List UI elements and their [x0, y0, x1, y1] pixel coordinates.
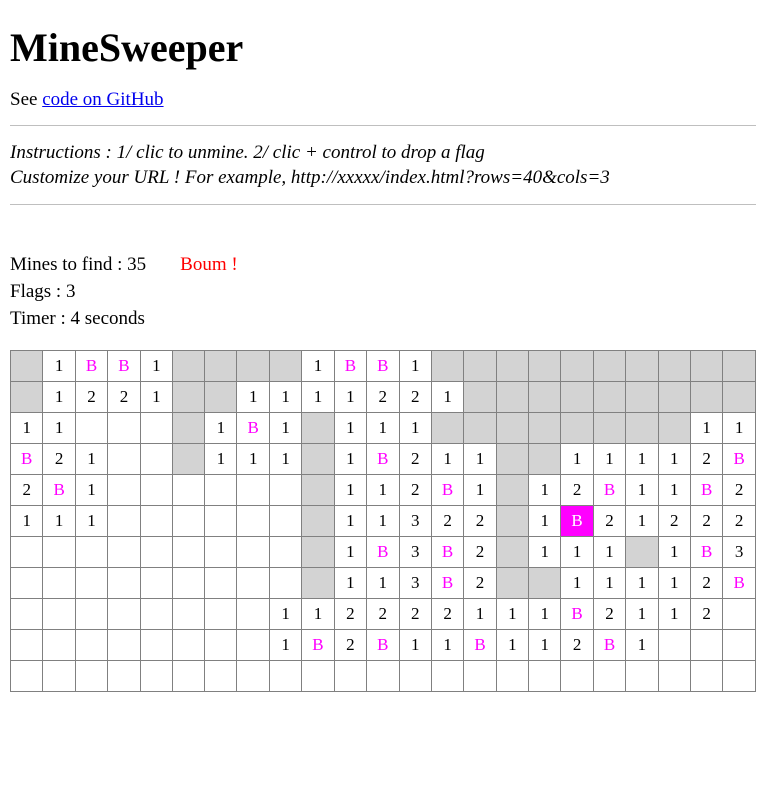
- cell-empty[interactable]: [690, 661, 722, 692]
- cell-empty[interactable]: [431, 661, 463, 692]
- cell-empty[interactable]: [334, 661, 366, 692]
- cell-number[interactable]: 1: [529, 537, 561, 568]
- board-row: [11, 599, 756, 630]
- cell-bomb[interactable]: B: [431, 537, 463, 568]
- cell-empty[interactable]: [11, 630, 43, 661]
- cell-number[interactable]: 1: [11, 506, 43, 537]
- board-row: [11, 444, 756, 475]
- cell-hidden[interactable]: [690, 351, 722, 382]
- cell-hidden[interactable]: [464, 351, 496, 382]
- cell-number[interactable]: 3: [399, 537, 431, 568]
- cell-number[interactable]: 2: [690, 506, 722, 537]
- cell-number[interactable]: 1: [561, 537, 593, 568]
- cell-hidden[interactable]: [302, 444, 334, 475]
- cell-number[interactable]: 1: [561, 444, 593, 475]
- cell-empty[interactable]: [108, 444, 140, 475]
- cell-empty[interactable]: [108, 475, 140, 506]
- cell-number[interactable]: 1: [593, 537, 625, 568]
- cell-number[interactable]: 2: [464, 506, 496, 537]
- cell-empty[interactable]: [205, 568, 237, 599]
- cell-number[interactable]: 1: [269, 444, 301, 475]
- cell-empty[interactable]: [269, 475, 301, 506]
- cell-empty[interactable]: [108, 413, 140, 444]
- github-link[interactable]: code on GitHub: [42, 89, 164, 110]
- cell-number[interactable]: 2: [399, 475, 431, 506]
- cell-empty[interactable]: [690, 630, 722, 661]
- cell-number[interactable]: 1: [658, 444, 690, 475]
- cell-number[interactable]: 1: [723, 413, 756, 444]
- cell-number[interactable]: 1: [43, 506, 75, 537]
- cell-empty[interactable]: [43, 599, 75, 630]
- cell-empty[interactable]: [11, 537, 43, 568]
- cell-number[interactable]: 1: [464, 475, 496, 506]
- cell-hidden[interactable]: [496, 444, 528, 475]
- cell-empty[interactable]: [140, 630, 172, 661]
- cell-empty[interactable]: [140, 537, 172, 568]
- timer-label: Timer : 4 seconds: [10, 308, 145, 329]
- cell-empty[interactable]: [723, 599, 756, 630]
- cell-empty[interactable]: [205, 599, 237, 630]
- cell-empty[interactable]: [237, 568, 269, 599]
- cell-empty[interactable]: [529, 661, 561, 692]
- cell-bomb[interactable]: B: [723, 568, 756, 599]
- board-row: [11, 661, 756, 692]
- cell-number[interactable]: 1: [529, 630, 561, 661]
- cell-hidden[interactable]: [496, 351, 528, 382]
- cell-number[interactable]: 2: [690, 599, 722, 630]
- cell-number[interactable]: 1: [464, 444, 496, 475]
- cell-number[interactable]: 1: [399, 630, 431, 661]
- cell-number[interactable]: 2: [658, 506, 690, 537]
- cell-number[interactable]: 1: [43, 413, 75, 444]
- cell-number[interactable]: 1: [626, 444, 658, 475]
- cell-number[interactable]: 2: [464, 568, 496, 599]
- cell-number[interactable]: 1: [658, 537, 690, 568]
- cell-hidden[interactable]: [626, 382, 658, 413]
- cell-number[interactable]: 1: [75, 444, 107, 475]
- cell-hidden[interactable]: [11, 382, 43, 413]
- cell-empty[interactable]: [173, 506, 205, 537]
- cell-empty[interactable]: [108, 506, 140, 537]
- cell-empty[interactable]: [173, 475, 205, 506]
- status-panel: [10, 251, 756, 332]
- cell-number[interactable]: 1: [367, 568, 399, 599]
- cell-empty[interactable]: [626, 661, 658, 692]
- cell-empty[interactable]: [140, 661, 172, 692]
- page-title: MineSweeper: [10, 25, 244, 70]
- cell-hidden[interactable]: [173, 351, 205, 382]
- cell-empty[interactable]: [269, 661, 301, 692]
- cell-number[interactable]: 2: [43, 444, 75, 475]
- cell-empty[interactable]: [140, 444, 172, 475]
- board-body: [11, 351, 756, 692]
- cell-empty[interactable]: [464, 661, 496, 692]
- cell-bomb[interactable]: B: [75, 351, 107, 382]
- cell-number[interactable]: 1: [140, 382, 172, 413]
- board-row: [11, 382, 756, 413]
- cell-hidden[interactable]: [626, 413, 658, 444]
- cell-hidden[interactable]: [626, 351, 658, 382]
- cell-bomb[interactable]: B: [11, 444, 43, 475]
- cell-hidden[interactable]: [593, 382, 625, 413]
- board-row: [11, 630, 756, 661]
- cell-bomb[interactable]: B: [302, 630, 334, 661]
- cell-empty[interactable]: [496, 661, 528, 692]
- minesweeper-board[interactable]: [10, 350, 756, 692]
- cell-number[interactable]: 1: [334, 444, 366, 475]
- cell-number[interactable]: 1: [334, 537, 366, 568]
- cell-hidden[interactable]: [626, 537, 658, 568]
- cell-number[interactable]: 1: [237, 444, 269, 475]
- mines-row: [10, 251, 756, 278]
- cell-number[interactable]: 2: [399, 382, 431, 413]
- board-row: [11, 475, 756, 506]
- cell-empty[interactable]: [11, 568, 43, 599]
- cell-number[interactable]: 2: [108, 382, 140, 413]
- cell-number[interactable]: 1: [431, 630, 463, 661]
- cell-hidden[interactable]: [658, 382, 690, 413]
- cell-empty[interactable]: [140, 413, 172, 444]
- cell-hidden[interactable]: [302, 475, 334, 506]
- cell-hidden[interactable]: [464, 382, 496, 413]
- cell-number[interactable]: 3: [399, 568, 431, 599]
- cell-empty[interactable]: [75, 568, 107, 599]
- cell-hidden[interactable]: [431, 413, 463, 444]
- cell-number[interactable]: 2: [690, 568, 722, 599]
- cell-hidden[interactable]: [464, 413, 496, 444]
- cell-hidden[interactable]: [496, 568, 528, 599]
- cell-number[interactable]: 1: [334, 568, 366, 599]
- cell-hidden[interactable]: [658, 351, 690, 382]
- cell-number[interactable]: 1: [269, 630, 301, 661]
- cell-number[interactable]: 1: [367, 475, 399, 506]
- cell-empty[interactable]: [205, 537, 237, 568]
- boum-status-badge: Boum !: [180, 254, 238, 275]
- cell-bomb[interactable]: B: [43, 475, 75, 506]
- cell-number[interactable]: 1: [496, 599, 528, 630]
- cell-number[interactable]: 1: [269, 382, 301, 413]
- board-row: [11, 351, 756, 382]
- cell-number[interactable]: 2: [464, 537, 496, 568]
- cell-hidden[interactable]: [302, 506, 334, 537]
- flags-count-label: Flags : 3: [10, 281, 76, 302]
- cell-bomb[interactable]: B: [723, 444, 756, 475]
- cell-number[interactable]: 3: [399, 506, 431, 537]
- cell-bomb[interactable]: B: [690, 537, 722, 568]
- cell-empty[interactable]: [237, 661, 269, 692]
- cell-hidden[interactable]: [529, 351, 561, 382]
- cell-number[interactable]: 1: [11, 413, 43, 444]
- cell-hidden[interactable]: [237, 351, 269, 382]
- cell-empty[interactable]: [140, 506, 172, 537]
- cell-number[interactable]: 1: [529, 506, 561, 537]
- cell-empty[interactable]: [237, 475, 269, 506]
- cell-number[interactable]: 2: [431, 599, 463, 630]
- cell-hidden[interactable]: [658, 413, 690, 444]
- cell-empty[interactable]: [108, 568, 140, 599]
- cell-number[interactable]: 1: [529, 475, 561, 506]
- cell-number[interactable]: 1: [302, 382, 334, 413]
- cell-empty[interactable]: [108, 537, 140, 568]
- cell-empty[interactable]: [140, 568, 172, 599]
- cell-empty[interactable]: [173, 630, 205, 661]
- cell-number[interactable]: 2: [723, 506, 756, 537]
- cell-number[interactable]: 2: [561, 475, 593, 506]
- cell-number[interactable]: 2: [431, 506, 463, 537]
- cell-hidden[interactable]: [529, 568, 561, 599]
- github-line: [10, 89, 756, 111]
- cell-number[interactable]: 1: [529, 599, 561, 630]
- divider-top: [10, 125, 756, 126]
- board-row: [11, 506, 756, 537]
- instructions-block: [10, 140, 756, 190]
- cell-number[interactable]: 1: [626, 630, 658, 661]
- cell-number[interactable]: 2: [334, 630, 366, 661]
- cell-empty[interactable]: [205, 475, 237, 506]
- cell-number[interactable]: 1: [593, 568, 625, 599]
- instructions-line-2: Customize your URL ! For example, http://xxxxx/index.html?rows=40&cols=3: [10, 167, 610, 188]
- cell-number[interactable]: 1: [75, 506, 107, 537]
- cell-hidden[interactable]: [496, 537, 528, 568]
- cell-number[interactable]: 1: [690, 413, 722, 444]
- cell-empty[interactable]: [205, 506, 237, 537]
- cell-hidden[interactable]: [593, 351, 625, 382]
- cell-empty[interactable]: [658, 661, 690, 692]
- cell-number[interactable]: 1: [302, 599, 334, 630]
- cell-number[interactable]: 1: [43, 382, 75, 413]
- cell-hidden[interactable]: [431, 351, 463, 382]
- cell-empty[interactable]: [658, 630, 690, 661]
- cell-empty[interactable]: [173, 537, 205, 568]
- cell-hidden[interactable]: [561, 382, 593, 413]
- cell-hidden[interactable]: [205, 351, 237, 382]
- cell-hidden[interactable]: [529, 382, 561, 413]
- cell-number[interactable]: 1: [593, 444, 625, 475]
- cell-number[interactable]: 1: [431, 382, 463, 413]
- cell-number[interactable]: 2: [11, 475, 43, 506]
- cell-number[interactable]: 1: [658, 599, 690, 630]
- cell-empty[interactable]: [205, 661, 237, 692]
- cell-hidden[interactable]: [690, 382, 722, 413]
- cell-hidden[interactable]: [269, 351, 301, 382]
- cell-number[interactable]: 1: [626, 599, 658, 630]
- cell-empty[interactable]: [43, 630, 75, 661]
- cell-number[interactable]: 2: [367, 599, 399, 630]
- cell-hidden[interactable]: [11, 351, 43, 382]
- cell-hidden[interactable]: [496, 413, 528, 444]
- cell-bomb[interactable]: B: [561, 599, 593, 630]
- cell-bomb[interactable]: B: [464, 630, 496, 661]
- cell-number[interactable]: 1: [43, 351, 75, 382]
- cell-bomb[interactable]: B: [108, 351, 140, 382]
- cell-bomb[interactable]: B: [367, 351, 399, 382]
- cell-bomb[interactable]: B: [593, 630, 625, 661]
- cell-hidden[interactable]: [173, 413, 205, 444]
- cell-empty[interactable]: [237, 506, 269, 537]
- cell-number[interactable]: 1: [75, 475, 107, 506]
- cell-number[interactable]: 1: [334, 506, 366, 537]
- cell-number[interactable]: 1: [658, 475, 690, 506]
- cell-number[interactable]: 2: [75, 382, 107, 413]
- cell-number[interactable]: 2: [399, 599, 431, 630]
- cell-empty[interactable]: [75, 599, 107, 630]
- cell-number[interactable]: 1: [658, 568, 690, 599]
- cell-number[interactable]: 1: [626, 506, 658, 537]
- cell-empty[interactable]: [140, 475, 172, 506]
- cell-empty[interactable]: [108, 661, 140, 692]
- cell-hidden[interactable]: [561, 413, 593, 444]
- cell-empty[interactable]: [205, 630, 237, 661]
- cell-number[interactable]: 2: [593, 599, 625, 630]
- cell-number[interactable]: 1: [431, 444, 463, 475]
- cell-empty[interactable]: [173, 568, 205, 599]
- cell-bomb[interactable]: B: [237, 413, 269, 444]
- cell-number[interactable]: 2: [561, 630, 593, 661]
- board-row: [11, 568, 756, 599]
- cell-bomb[interactable]: B: [367, 537, 399, 568]
- cell-number[interactable]: 2: [367, 382, 399, 413]
- cell-number[interactable]: 1: [205, 444, 237, 475]
- cell-bomb[interactable]: B: [334, 351, 366, 382]
- cell-number[interactable]: 1: [205, 413, 237, 444]
- cell-empty[interactable]: [269, 506, 301, 537]
- cell-number[interactable]: 2: [593, 506, 625, 537]
- cell-number[interactable]: 1: [561, 568, 593, 599]
- board-row: [11, 413, 756, 444]
- cell-empty[interactable]: [269, 537, 301, 568]
- cell-empty[interactable]: [75, 630, 107, 661]
- cell-number[interactable]: 1: [399, 351, 431, 382]
- cell-hidden[interactable]: [302, 413, 334, 444]
- cell-number[interactable]: 1: [140, 351, 172, 382]
- cell-number[interactable]: 1: [399, 413, 431, 444]
- cell-empty[interactable]: [75, 413, 107, 444]
- cell-number[interactable]: 2: [723, 475, 756, 506]
- cell-empty[interactable]: [367, 661, 399, 692]
- cell-number[interactable]: 1: [334, 475, 366, 506]
- cell-empty[interactable]: [11, 661, 43, 692]
- cell-number[interactable]: 1: [367, 506, 399, 537]
- cell-empty[interactable]: [302, 661, 334, 692]
- cell-empty[interactable]: [140, 599, 172, 630]
- cell-number[interactable]: 1: [269, 599, 301, 630]
- cell-empty[interactable]: [11, 599, 43, 630]
- instructions-line-1: Instructions : 1/ clic to unmine. 2/ clic + control to drop a flag: [10, 142, 485, 163]
- cell-empty[interactable]: [237, 537, 269, 568]
- cell-empty[interactable]: [237, 630, 269, 661]
- cell-bomb-exploded[interactable]: B: [561, 506, 593, 537]
- cell-empty[interactable]: [75, 661, 107, 692]
- cell-bomb[interactable]: B: [431, 568, 463, 599]
- cell-number[interactable]: 1: [334, 413, 366, 444]
- board-row: [11, 537, 756, 568]
- cell-empty[interactable]: [75, 537, 107, 568]
- cell-number[interactable]: 1: [269, 413, 301, 444]
- cell-hidden[interactable]: [173, 382, 205, 413]
- cell-bomb[interactable]: B: [431, 475, 463, 506]
- cell-number[interactable]: 1: [464, 599, 496, 630]
- cell-hidden[interactable]: [302, 537, 334, 568]
- cell-empty[interactable]: [173, 599, 205, 630]
- cell-bomb[interactable]: B: [593, 475, 625, 506]
- cell-number[interactable]: 1: [626, 568, 658, 599]
- cell-empty[interactable]: [43, 537, 75, 568]
- see-prefix-text: See: [10, 89, 43, 110]
- cell-hidden[interactable]: [496, 475, 528, 506]
- cell-number[interactable]: 2: [690, 444, 722, 475]
- cell-hidden[interactable]: [302, 568, 334, 599]
- cell-empty[interactable]: [269, 568, 301, 599]
- cell-hidden[interactable]: [173, 444, 205, 475]
- cell-empty[interactable]: [43, 568, 75, 599]
- cell-empty[interactable]: [237, 599, 269, 630]
- cell-empty[interactable]: [593, 661, 625, 692]
- cell-number[interactable]: 2: [399, 444, 431, 475]
- mines-count-label: Mines to find : 35: [10, 254, 147, 275]
- cell-hidden[interactable]: [561, 351, 593, 382]
- cell-bomb[interactable]: B: [367, 630, 399, 661]
- cell-empty[interactable]: [723, 661, 756, 692]
- cell-number[interactable]: 3: [723, 537, 756, 568]
- cell-bomb[interactable]: B: [367, 444, 399, 475]
- cell-empty[interactable]: [108, 599, 140, 630]
- cell-number[interactable]: 2: [334, 599, 366, 630]
- cell-hidden[interactable]: [205, 382, 237, 413]
- cell-hidden[interactable]: [723, 351, 756, 382]
- cell-empty[interactable]: [173, 661, 205, 692]
- cell-empty[interactable]: [561, 661, 593, 692]
- cell-hidden[interactable]: [593, 413, 625, 444]
- cell-hidden[interactable]: [496, 382, 528, 413]
- divider-bottom: [10, 204, 756, 205]
- cell-empty[interactable]: [723, 630, 756, 661]
- cell-number[interactable]: 1: [496, 630, 528, 661]
- cell-hidden[interactable]: [529, 413, 561, 444]
- cell-number[interactable]: 1: [237, 382, 269, 413]
- cell-number[interactable]: 1: [626, 475, 658, 506]
- cell-number[interactable]: 1: [367, 413, 399, 444]
- cell-number[interactable]: 1: [334, 382, 366, 413]
- cell-empty[interactable]: [43, 661, 75, 692]
- cell-hidden[interactable]: [496, 506, 528, 537]
- cell-hidden[interactable]: [723, 382, 756, 413]
- cell-number[interactable]: 1: [302, 351, 334, 382]
- cell-empty[interactable]: [108, 630, 140, 661]
- cell-empty[interactable]: [399, 661, 431, 692]
- cell-hidden[interactable]: [529, 444, 561, 475]
- cell-bomb[interactable]: B: [690, 475, 722, 506]
